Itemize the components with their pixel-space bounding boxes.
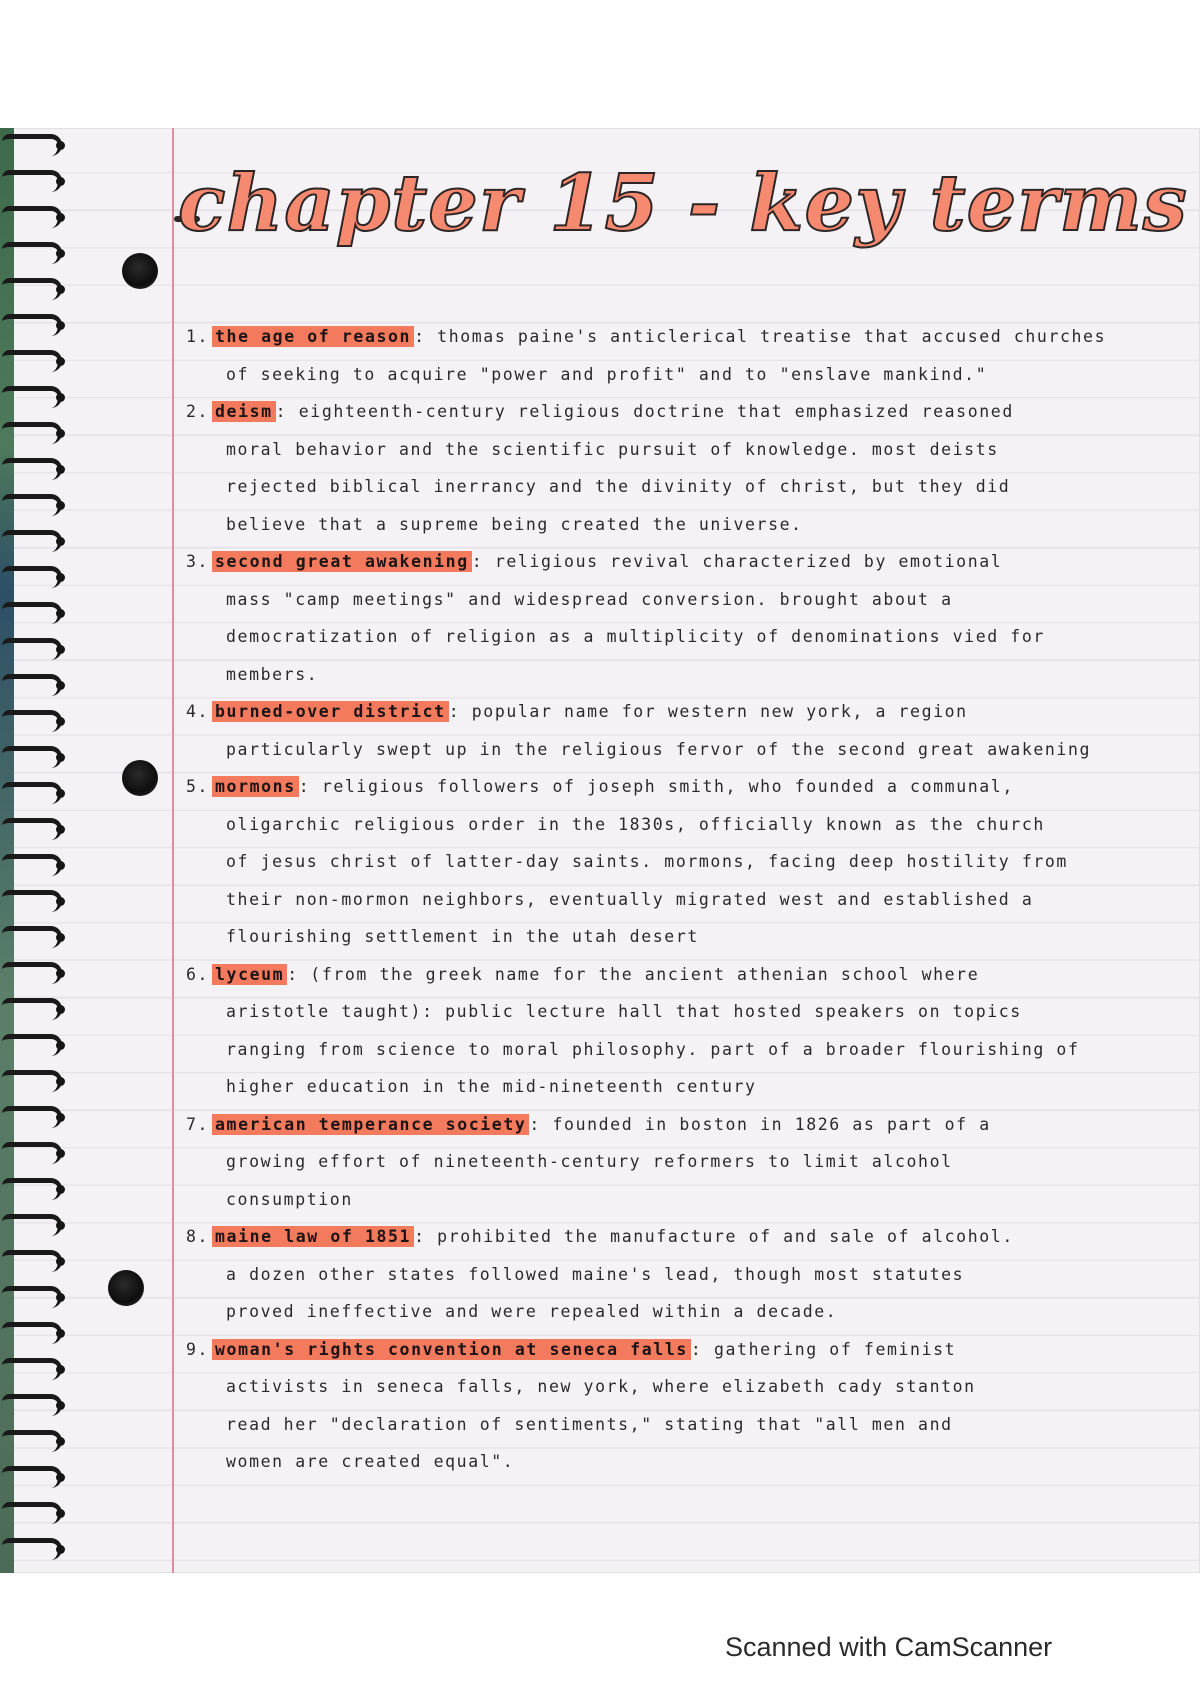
term-definition-line: a dozen other states followed maine's lead, though most statutes bbox=[226, 1264, 965, 1284]
spiral-coil bbox=[2, 566, 62, 588]
spiral-coil bbox=[2, 926, 62, 948]
term-definition-line: their non-mormon neighbors, eventually migrated west and established a bbox=[226, 889, 1034, 909]
term-definition: eighteenth-century religious doctrine that emphasized reasoned bbox=[298, 402, 1014, 421]
term-colon: : bbox=[414, 327, 438, 346]
term-entry bbox=[186, 693, 1096, 768]
term-definition-line: of seeking to acquire "power and profit" and to "enslave mankind." bbox=[226, 364, 988, 384]
highlighted-term: the age of reason bbox=[212, 326, 414, 347]
spiral-coil bbox=[2, 206, 62, 228]
notebook-page bbox=[0, 128, 1200, 1573]
term-entry bbox=[186, 1106, 1096, 1219]
term-definition-line: proved ineffective and were repealed within a decade. bbox=[226, 1302, 838, 1321]
term-definition: gathering of feminist bbox=[713, 1339, 957, 1359]
spiral-coil bbox=[2, 1214, 62, 1236]
spiral-coil bbox=[2, 314, 62, 336]
page-title: chapter 15 - key terms bbox=[178, 158, 1188, 249]
term-number: 4. bbox=[186, 702, 210, 721]
term-definition-line: mass "camp meetings" and widespread conversion. brought about a bbox=[226, 589, 953, 609]
term-definition: popular name for western new york, a region bbox=[471, 702, 968, 721]
spiral-coil bbox=[2, 854, 62, 876]
spiral-coil bbox=[2, 998, 62, 1020]
spiral-coil bbox=[2, 890, 62, 912]
term-number: 8. bbox=[186, 1227, 210, 1246]
term-entry bbox=[186, 1218, 1096, 1331]
term-definition-line: activists in seneca falls, new york, where elizabeth cady stanton bbox=[226, 1377, 976, 1396]
term-entry bbox=[186, 1331, 1096, 1481]
term-entry bbox=[186, 318, 1107, 393]
spiral-coil bbox=[2, 386, 62, 408]
term-number: 3. bbox=[186, 552, 210, 571]
highlighted-term: maine law of 1851 bbox=[212, 1226, 414, 1247]
term-definition-line: particularly swept up in the religious fervor of the second great awakening bbox=[226, 739, 1092, 759]
term-definition: founded in boston in 1826 as part of a bbox=[552, 1114, 991, 1134]
term-colon: : bbox=[471, 552, 495, 571]
term-first-line bbox=[186, 693, 1096, 731]
term-definition-line: oligarchic religious order in the 1830s, officially known as the church bbox=[226, 814, 1045, 834]
term-colon: : bbox=[448, 702, 472, 721]
spiral-coil bbox=[2, 134, 62, 156]
spiral-coil bbox=[2, 638, 62, 660]
spiral-coil bbox=[2, 674, 62, 696]
term-entry bbox=[186, 393, 1096, 543]
term-colon: : bbox=[275, 402, 299, 421]
term-definition: thomas paine's anticlerical treatise that accused churches bbox=[437, 327, 1107, 346]
term-first-line bbox=[186, 393, 1096, 431]
spiral-coil bbox=[2, 1358, 62, 1380]
highlighted-term: mormons bbox=[212, 776, 299, 797]
term-number: 9. bbox=[186, 1339, 210, 1359]
term-definition-line: moral behavior and the scientific pursuit of knowledge. most deists bbox=[226, 439, 999, 459]
key-terms-list bbox=[186, 318, 1107, 1481]
term-definition-line: members. bbox=[226, 664, 319, 684]
term-definition-line: consumption bbox=[226, 1189, 353, 1209]
spiral-coil bbox=[2, 422, 62, 444]
spiral-coil bbox=[2, 962, 62, 984]
term-first-line bbox=[186, 768, 1096, 806]
term-number: 5. bbox=[186, 777, 210, 796]
term-definition-line: believe that a supreme being created the universe. bbox=[226, 514, 803, 534]
spiral-coil bbox=[2, 1034, 62, 1056]
highlighted-term: deism bbox=[212, 401, 276, 422]
spiral-coil bbox=[2, 1250, 62, 1272]
spiral-coil bbox=[2, 530, 62, 552]
spiral-coil bbox=[2, 278, 62, 300]
spiral-coil bbox=[2, 350, 62, 372]
spiral-coil bbox=[2, 1286, 62, 1308]
term-entry bbox=[186, 768, 1096, 956]
spiral-coil bbox=[2, 1106, 62, 1128]
spiral-coil bbox=[2, 1394, 62, 1416]
spiral-coil bbox=[2, 746, 62, 768]
highlighted-term: american temperance society bbox=[212, 1114, 529, 1135]
term-colon: : bbox=[298, 777, 322, 796]
term-definition-line: of jesus christ of latter-day saints. mormons, facing deep hostility from bbox=[226, 852, 1068, 871]
term-colon: : bbox=[529, 1114, 553, 1134]
term-definition-line: growing effort of nineteenth-century reformers to limit alcohol bbox=[226, 1152, 953, 1171]
spiral-coil bbox=[2, 242, 62, 264]
term-definition: (from the greek name for the ancient athenian school where bbox=[310, 964, 980, 984]
spiral-coil bbox=[2, 1430, 62, 1452]
term-entry bbox=[186, 956, 1096, 1106]
margin-line bbox=[172, 128, 174, 1573]
term-first-line bbox=[186, 1106, 1096, 1144]
spiral-coil bbox=[2, 710, 62, 732]
highlighted-term: burned-over district bbox=[212, 701, 449, 722]
spiral-coil bbox=[2, 782, 62, 804]
punch-hole bbox=[108, 1270, 144, 1306]
spiral-coil bbox=[2, 170, 62, 192]
spiral-coil bbox=[2, 494, 62, 516]
term-definition-line: ranging from science to moral philosophy. part of a broader flourishing of bbox=[226, 1039, 1080, 1059]
spiral-binding bbox=[0, 128, 70, 1573]
spiral-coil bbox=[2, 458, 62, 480]
scanner-watermark: Scanned with CamScanner bbox=[725, 1632, 1053, 1662]
term-definition: religious revival characterized by emotional bbox=[494, 552, 1003, 571]
term-number: 1. bbox=[186, 327, 210, 346]
term-first-line bbox=[186, 1331, 1096, 1369]
punch-hole bbox=[122, 253, 158, 289]
term-colon: : bbox=[414, 1227, 438, 1246]
spiral-coil bbox=[2, 1322, 62, 1344]
term-definition-line: read her "declaration of sentiments," stating that "all men and bbox=[226, 1414, 953, 1434]
term-colon: : bbox=[287, 964, 311, 984]
spiral-coil bbox=[2, 818, 62, 840]
term-definition-line: flourishing settlement in the utah desert bbox=[226, 927, 699, 946]
spiral-coil bbox=[2, 602, 62, 624]
term-colon: : bbox=[690, 1339, 714, 1359]
term-first-line bbox=[186, 543, 1096, 581]
term-definition: prohibited the manufacture of and sale of alcohol. bbox=[437, 1227, 1014, 1246]
highlighted-term: lyceum bbox=[212, 964, 287, 985]
highlighted-term: woman's rights convention at seneca falls bbox=[212, 1339, 691, 1360]
spiral-coil bbox=[2, 1502, 62, 1524]
term-definition-line: higher education in the mid-nineteenth century bbox=[226, 1077, 757, 1096]
spiral-coil bbox=[2, 1466, 62, 1488]
term-first-line bbox=[186, 1218, 1096, 1256]
term-definition: religious followers of joseph smith, who founded a communal, bbox=[321, 777, 1014, 796]
term-first-line bbox=[186, 318, 1107, 356]
punch-hole bbox=[122, 760, 158, 796]
term-definition-line: democratization of religion as a multiplicity of denominations vied for bbox=[226, 627, 1045, 646]
spiral-coil bbox=[2, 1178, 62, 1200]
spiral-coil bbox=[2, 1142, 62, 1164]
spiral-coil bbox=[2, 1070, 62, 1092]
highlighted-term: second great awakening bbox=[212, 551, 472, 572]
term-number: 2. bbox=[186, 402, 210, 421]
term-first-line bbox=[186, 956, 1096, 994]
term-number: 7. bbox=[186, 1114, 210, 1134]
term-definition-line: rejected biblical inerrancy and the divinity of christ, but they did bbox=[226, 477, 1011, 496]
term-entry bbox=[186, 543, 1096, 693]
term-number: 6. bbox=[186, 964, 210, 984]
term-definition-line: aristotle taught): public lecture hall that hosted speakers on topics bbox=[226, 1002, 1022, 1021]
term-definition-line: women are created equal". bbox=[226, 1452, 515, 1471]
spiral-coil bbox=[2, 1538, 62, 1560]
